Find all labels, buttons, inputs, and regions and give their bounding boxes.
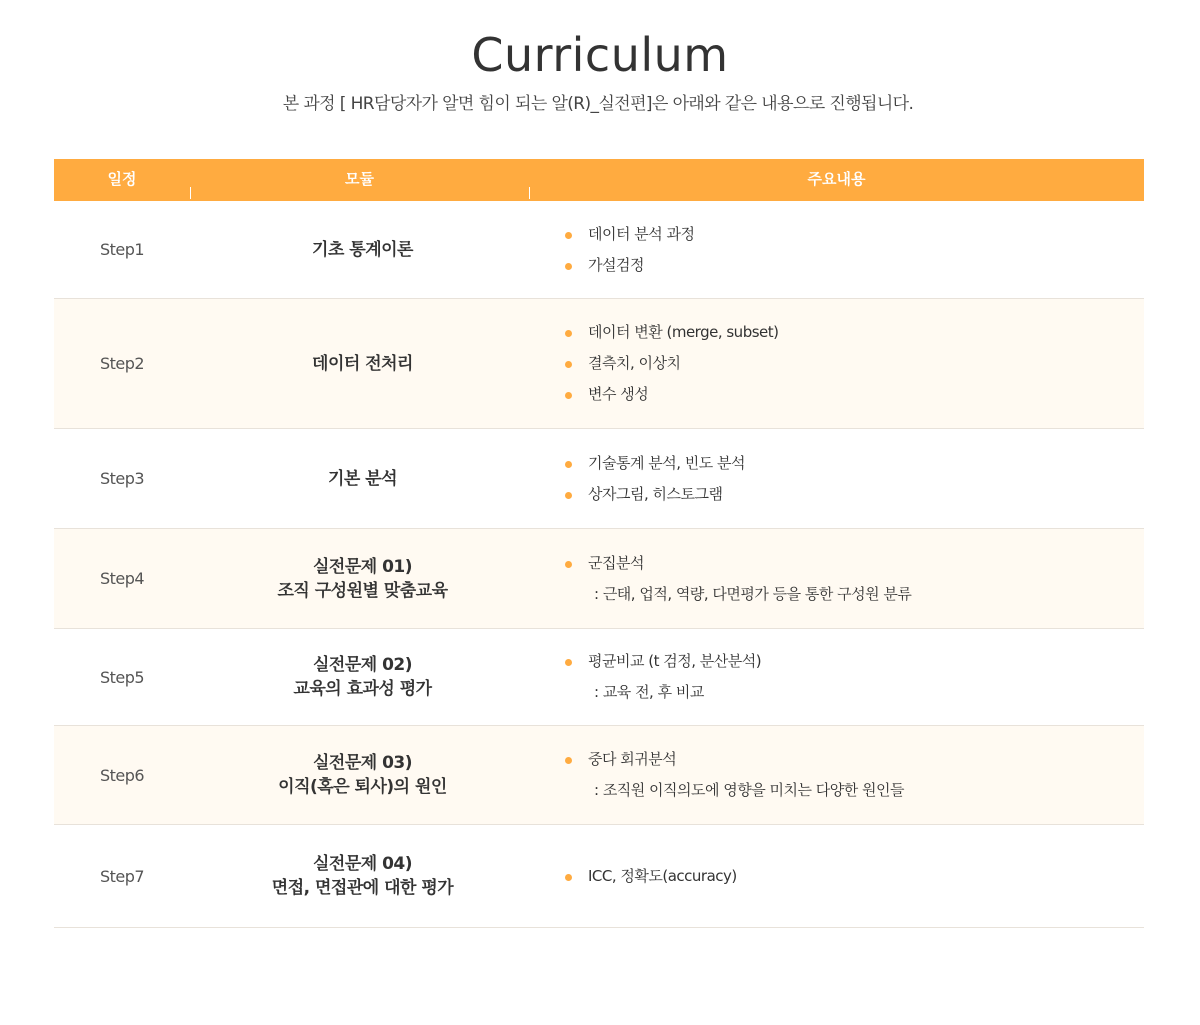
page-title: Curriculum bbox=[471, 28, 729, 82]
content-item-text: ICC, 정확도(accuracy) bbox=[588, 866, 737, 885]
module-name bbox=[190, 201, 535, 298]
content-item-detail: : 조직원 이직의도에 영향을 미치는 다양한 원인들 bbox=[594, 781, 904, 799]
content-item bbox=[562, 448, 1142, 479]
bullet-dot-icon bbox=[565, 232, 572, 239]
content-list bbox=[562, 201, 1142, 298]
table-row bbox=[54, 825, 1144, 928]
table-row bbox=[54, 529, 1144, 629]
module-name bbox=[190, 529, 535, 628]
step-label: Step4 bbox=[99, 569, 145, 588]
module-name bbox=[190, 825, 535, 927]
content-item bbox=[562, 479, 1142, 510]
step-label: Step1 bbox=[99, 240, 145, 259]
content-list bbox=[562, 825, 1142, 927]
module-line: 교육의 효과성 평가 bbox=[293, 679, 432, 699]
content-item-text: 변수 생성 bbox=[588, 385, 649, 403]
content-list bbox=[562, 726, 1142, 824]
bullet-dot-icon bbox=[565, 461, 572, 468]
table-row bbox=[54, 429, 1144, 529]
content-list bbox=[562, 299, 1142, 428]
bullet-dot-icon bbox=[565, 330, 572, 337]
bullet-dot-icon bbox=[565, 561, 572, 568]
curriculum-table bbox=[54, 159, 1144, 928]
step-label: Step7 bbox=[99, 866, 145, 886]
table-row bbox=[54, 726, 1144, 825]
step-label: Step6 bbox=[99, 765, 145, 785]
content-list bbox=[562, 429, 1142, 528]
page-subtitle: 본 과정 [ HR담당자가 알면 힘이 되는 알(R)_실전편]은 아래와 같은 내용으로 진행됩니다. bbox=[282, 94, 914, 114]
column-header-schedule: 일정 bbox=[107, 170, 137, 188]
module-line: 실전문제 04) bbox=[312, 854, 413, 874]
content-item bbox=[562, 250, 1142, 281]
content-item-detail: : 근태, 업적, 역량, 다면평가 등을 통한 구성원 분류 bbox=[594, 584, 912, 603]
bullet-dot-icon bbox=[565, 659, 572, 666]
content-item bbox=[562, 317, 1142, 348]
content-item-text: 결측치, 이상치 bbox=[588, 354, 681, 372]
module-name bbox=[190, 429, 535, 528]
module-line: 실전문제 01) bbox=[312, 556, 413, 577]
column-header-content: 주요내용 bbox=[807, 170, 866, 188]
bullet-dot-icon bbox=[565, 757, 572, 764]
header-divider bbox=[529, 187, 530, 199]
module-line: 데이터 전처리 bbox=[312, 353, 413, 374]
content-item-text: 중다 회귀분석 bbox=[588, 750, 677, 768]
content-item bbox=[562, 744, 1142, 775]
content-item bbox=[562, 548, 1142, 579]
module-line: 기초 통계이론 bbox=[312, 239, 413, 260]
table-row bbox=[54, 299, 1144, 429]
content-item-text: 군집분석 bbox=[588, 553, 644, 572]
content-item-text: 기술통계 분석, 빈도 분석 bbox=[588, 453, 745, 472]
header-divider bbox=[190, 187, 191, 199]
module-line: 이직(혹은 퇴사)의 원인 bbox=[278, 777, 447, 797]
bullet-dot-icon bbox=[565, 263, 572, 270]
table-header bbox=[54, 159, 1144, 201]
module-line: 면접, 면접관에 대한 평가 bbox=[271, 878, 454, 898]
bullet-dot-icon bbox=[565, 874, 572, 881]
content-item-text: 데이터 변환 (merge, subset) bbox=[588, 323, 779, 341]
content-item-detail: : 교육 전, 후 비교 bbox=[594, 683, 704, 701]
content-list bbox=[562, 629, 1142, 725]
module-name bbox=[190, 629, 535, 725]
content-item-text: 데이터 분석 과정 bbox=[588, 224, 695, 243]
content-item-text: 상자그림, 히스토그램 bbox=[588, 484, 723, 503]
module-line: 기본 분석 bbox=[327, 468, 398, 489]
step-label: Step3 bbox=[99, 469, 145, 488]
module-line: 실전문제 03) bbox=[312, 753, 413, 773]
module-name bbox=[190, 299, 535, 428]
column-header-module: 모듈 bbox=[345, 170, 374, 188]
table-row bbox=[54, 201, 1144, 299]
content-item bbox=[562, 348, 1142, 379]
bullet-dot-icon bbox=[565, 392, 572, 399]
content-item-text: 가설검정 bbox=[588, 255, 644, 274]
content-item bbox=[562, 219, 1142, 250]
step-label: Step2 bbox=[99, 354, 145, 373]
content-item bbox=[562, 379, 1142, 410]
module-line: 실전문제 02) bbox=[312, 655, 413, 675]
content-list bbox=[562, 529, 1142, 628]
content-item bbox=[562, 861, 1142, 892]
table-row bbox=[54, 629, 1144, 726]
module-name bbox=[190, 726, 535, 824]
module-line: 조직 구성원별 맞춤교육 bbox=[277, 580, 448, 601]
bullet-dot-icon bbox=[565, 361, 572, 368]
bullet-dot-icon bbox=[565, 492, 572, 499]
step-label: Step5 bbox=[99, 667, 145, 687]
content-item-text: 평균비교 (t 검정, 분산분석) bbox=[588, 652, 762, 670]
content-item bbox=[562, 646, 1142, 677]
